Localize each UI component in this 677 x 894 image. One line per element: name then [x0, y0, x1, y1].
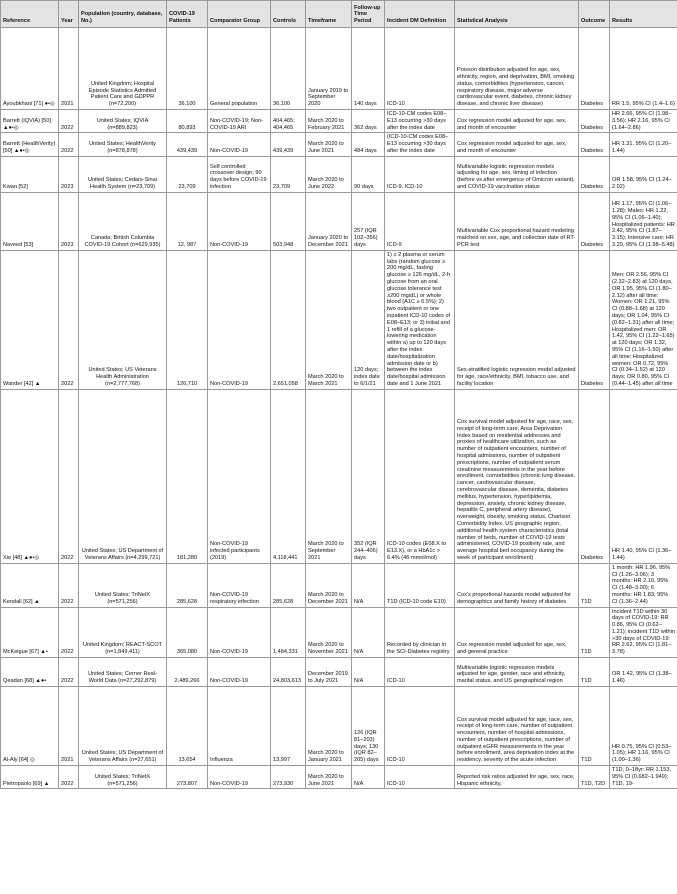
table-row [1, 133, 677, 156]
cell-follow-up: 140 days [352, 28, 385, 110]
cell-follow-up: 126 (IQR 81–203) days; 130 (IQR 82–205) days [352, 687, 385, 766]
header-follow-up: Follow-up Time Period [352, 1, 385, 28]
cell-statistical-analysis: Multivariable logistic regression models adjusted for age, gender, race and ethnicity, marital status, and US geographical region [455, 658, 579, 687]
cell-outcome: T1D [579, 687, 610, 766]
cell-year: 2022 [59, 110, 79, 133]
cell-outcome: T1D [579, 607, 610, 658]
cell-year: 2023 [59, 192, 79, 250]
cell-controls: 2,651,058 [271, 250, 306, 389]
cell-statistical-analysis: Cox regression model adjusted for age, sex, and month of encounter [455, 110, 579, 133]
cell-reference: Qeadan [68] ▲●• [1, 658, 59, 687]
cell-dm-definition: ICD-10 codes (E08.X to E13.X), or a HbA1c > 6.4% (46 mmol/mol) [385, 389, 455, 563]
cell-follow-up: N/A [352, 658, 385, 687]
cell-results: Men: OR 2.56, 95% CI (2.32–2.83) at 120 days, OR 1.95, 95% CI (1.80–2.12) after all time; Women: OR 1.21, 95% CI (0.88–1.68) at 120 days; OR 1.04, 95% CI (0.82–1.31) after all time; Hospitalized men: OR 1.42, 95% CI (1.22–1.65) at 120 days; OR 1.32, 95% CI (1.16–1.50) after all time; Hospitalized women: OR 0.72, 95% CI (0.34–1.52) at 120 days; OR 0.80, 95% CI (0.44–1.45) after all time [610, 250, 677, 389]
cell-timeframe: March 2020 to January 2021 [306, 687, 352, 766]
cell-year: 2022 [59, 133, 79, 156]
cell-results: RR 1.5, 95% CI (1.4–1.6) [610, 28, 677, 110]
cell-comparator: Non-COVID-19 [208, 192, 271, 250]
cell-year: 2021 [59, 28, 79, 110]
cell-population: United States; Cerner Real-World Data (n=27,292,879) [79, 658, 167, 687]
cell-reference: McKeigue [67] ▲• [1, 607, 59, 658]
cell-controls: 23,709 [271, 156, 306, 192]
cell-statistical-analysis: Cox survival model adjusted for age, race, sex, receipt of long-term care, number of outpatient encounters, number of hospital admissions, number of outpatient prescriptions, number of outpatient eGFR measurements in the year before enrollment, area deprivation index at the residency, severity of the acute infection [455, 687, 579, 766]
cell-reference: Barrett (IQVIA) [50] ▲●•◎ [1, 110, 59, 133]
cell-population: United States; TriNetX (n=571,256) [79, 563, 167, 607]
header-controls: Controls [271, 1, 306, 28]
cell-reference: Barrett (HealthVerity) [50] ▲●•◎ [1, 133, 59, 156]
cell-comparator: Non-COVID-19 [208, 607, 271, 658]
cell-reference: Kwan [52] [1, 156, 59, 192]
cell-comparator: Non-COVID-19 [208, 250, 271, 389]
cell-population: United Kingdom; REACT-SCOT (n=1,849,411) [79, 607, 167, 658]
cell-population: United States; HealthVerity (n=878,878) [79, 133, 167, 156]
table-row [1, 28, 677, 110]
cell-population: United States; US Department of Veterans Affairs (n=4,299,721) [79, 389, 167, 563]
cell-follow-up: N/A [352, 563, 385, 607]
header-covid-patients: COVID-19 Patients [167, 1, 208, 28]
cell-outcome: T1D [579, 563, 610, 607]
cell-year: 2021 [59, 687, 79, 766]
cell-dm-definition: 1) ≥ 2 plasma or serum labs (random glucose ≥ 200 mg/dL, fasting glucose ≥ 126 mg/dL, 2-h glucose from an oral glucose tolerance test ≥200 mg/dL) or whole blood (A1C ≥ 6.5%); 2) two outpatient or one inpatient ICD-10 codes of E08–E13; or 3) initial and 1 refill of a glucose-lowering medication within a) up to 120 days after the index date/hospitalization admission date or b) between the index date/hospital admission date and 1 June 2021 [385, 250, 455, 389]
cell-results: HR 0.75, 95% CI (0.53–1.05); HR 1.16, 95% CI (1.00–1.36) [610, 687, 677, 766]
cell-statistical-analysis: Cox's proportional hazards model adjusted for demographics and family history of diabetes [455, 563, 579, 607]
cell-covid-patients: 365,080 [167, 607, 208, 658]
table-row [1, 192, 677, 250]
cell-year: 2022 [59, 250, 79, 389]
table-row [1, 389, 677, 563]
cell-reference: Naveed [53] [1, 192, 59, 250]
cell-outcome: Diabetes [579, 389, 610, 563]
cell-statistical-analysis: Poisson distribution adjusted for age, sex, ethnicity, region, and deprivation, BMI, smoking status, comorbidities (hypertension, cancer, respiratory disease, major adverse cardiovascular event, diabetes, chronic kidney disease, and chronic liver disease) [455, 28, 579, 110]
cell-covid-patients: 23,709 [167, 156, 208, 192]
cell-covid-patients: 181,280 [167, 389, 208, 563]
cell-statistical-analysis: Multivariable Cox proportional hazard modeling matched on sex, age, and collection date of RT-PCR test [455, 192, 579, 250]
cell-dm-definition: (ICD-10-CM codes E08–E13 occurring >30 days after the index date [385, 133, 455, 156]
cell-covid-patients: 126,710 [167, 250, 208, 389]
header-timeframe: Timeframe [306, 1, 352, 28]
cell-follow-up: N/A [352, 607, 385, 658]
header-reference: Reference [1, 1, 59, 28]
cell-controls: 273,930 [271, 766, 306, 789]
cell-results: 1 month: HR 1.96, 95% CI (1.26–3.06); 3 months: HR 2.10, 95% CI (1.48–3.00); 6 months: HR 1.83, 95% CI (1.36–2.44) [610, 563, 677, 607]
cell-reference: Kendall [62] ▲ [1, 563, 59, 607]
cell-timeframe: March 2020 to November 2021 [306, 607, 352, 658]
cell-reference: Wander [42] ▲ [1, 250, 59, 389]
cell-timeframe: January 2019 to September 2020 [306, 28, 352, 110]
cell-controls: 36,100 [271, 28, 306, 110]
cell-dm-definition: ICD-10-CM codes E08–E13 occurring >30 days after the index date [385, 110, 455, 133]
cell-dm-definition: ICD-10 [385, 658, 455, 687]
cell-statistical-analysis: Cox regression model adjusted for age, sex, and general practice [455, 607, 579, 658]
cell-dm-definition: ICD-9 [385, 192, 455, 250]
cell-outcome: T1D [579, 658, 610, 687]
cell-covid-patients: 13,654 [167, 687, 208, 766]
cell-timeframe: March 2020 to March 2021 [306, 250, 352, 389]
cell-population: United States; US Department of Veterans Affairs (n=27,651) [79, 687, 167, 766]
cell-comparator: Influenza [208, 687, 271, 766]
cell-timeframe: March 2020 to June 2021 [306, 766, 352, 789]
cell-reference: Ayoubkhani [71] ●•◎ [1, 28, 59, 110]
cell-timeframe: March 2020 to February 2021 [306, 110, 352, 133]
cell-results: OR 1.42, 95% CI (1.38–1.46) [610, 658, 677, 687]
cell-dm-definition: ICD-10 [385, 28, 455, 110]
cell-comparator: Non-COVID-19 [208, 766, 271, 789]
cell-statistical-analysis: Cox survival model adjusted for age, race, sex, receipt of long-term care, Area Deprivation Index based on residential addresses and proxies of healthcare utilization, such as number of outpatient encounters, number of hospital admissions, number of outpatient prescriptions, number of outpatient serum creatinine measurements in the year before enrollment, comorbidities (chronic lung disease, cancer, cardiovascular disease, cerebrovascular disease, dementia, diabetes mellitus, hypertension, hyperlipidemia, depression, anxiety, chronic kidney disease, hepatitis C, peripheral artery disease), overweight, obesity, smoking status, Charlson Comorbidity Index, US geographic region, additional health system characteristics (total number of beds, number of COVID-19 tests administered, COVID-19 positivity rate, and average hospital bed occupancy during the week of participant enrollment) [455, 389, 579, 563]
cell-controls: 13,997 [271, 687, 306, 766]
cell-population: United States; TriNetX (n=571,256) [79, 766, 167, 789]
cell-timeframe: December 2019 to July 2021 [306, 658, 352, 687]
cell-controls: 439,439 [271, 133, 306, 156]
cell-reference: Pietropaolo [69] ▲ [1, 766, 59, 789]
cell-year: 2022 [59, 607, 79, 658]
table-row [1, 658, 677, 687]
table-row [1, 110, 677, 133]
header-statistical-analysis: Statistical Analysis [455, 1, 579, 28]
cell-comparator: General population [208, 28, 271, 110]
cell-outcome: Diabetes [579, 250, 610, 389]
cell-follow-up: 352 (IQR 244–406) days [352, 389, 385, 563]
table-row [1, 563, 677, 607]
cell-follow-up: 120 days; index date to 6/1/21 [352, 250, 385, 389]
table-row [1, 156, 677, 192]
cell-comparator: Non-COVID-19 [208, 133, 271, 156]
cell-outcome: Diabetes [579, 192, 610, 250]
cell-outcome: T1D, T2D [579, 766, 610, 789]
cell-year: 2022 [59, 389, 79, 563]
cell-reference: Al-Aly [64] ◎ [1, 687, 59, 766]
cell-controls: 4,118,441 [271, 389, 306, 563]
cell-comparator: Non-COVID-19 [208, 658, 271, 687]
cell-year: 2022 [59, 658, 79, 687]
cell-population: United States; Cedars-Sinai Health System (n=23,709) [79, 156, 167, 192]
cell-population: United States; US Veterans Health Administration (n=2,777,768) [79, 250, 167, 389]
cell-covid-patients: 273,807 [167, 766, 208, 789]
cell-results: T1D, 0–18yr: RR 1.153, 95% CI (0.682–1.949); T1D, 19- [610, 766, 677, 789]
cell-covid-patients: 439,439 [167, 133, 208, 156]
cell-population: Canada; British Columbia COVID-19 Cohort (n=629,935) [79, 192, 167, 250]
cell-comparator: Self controlled crossover design; 90 days before COVID-19 infection [208, 156, 271, 192]
cell-controls: 1,484,331 [271, 607, 306, 658]
cell-results: HR 1.31, 95% CI (1.20–1.44) [610, 133, 677, 156]
cell-outcome: Diabetes [579, 28, 610, 110]
cell-follow-up: 362 days [352, 110, 385, 133]
cell-year: 2022 [59, 563, 79, 607]
cell-controls: 24,803,613 [271, 658, 306, 687]
cell-population: United Kingdom; Hospital Episode Statistics Admitted Patient Care and GDPPR (n=72,200) [79, 28, 167, 110]
cell-dm-definition: ICD-9, ICD-10 [385, 156, 455, 192]
cell-covid-patients: 2,489,266 [167, 658, 208, 687]
table-row [1, 687, 677, 766]
cell-follow-up: 257 (IQR 102–356) days [352, 192, 385, 250]
cell-timeframe: March 2020 to September 2021 [306, 389, 352, 563]
table-row [1, 607, 677, 658]
cell-statistical-analysis: Reported risk ratios adjusted for age, sex, race, Hispanic ethnicity, [455, 766, 579, 789]
cell-dm-definition: Recorded by clinician in the SCI-Diabetes registry [385, 607, 455, 658]
cell-statistical-analysis: Multivariable logistic regression models adjusting for age, sex, timing of infection (before vs after emergence of Omicron variant), and COVID-19 vaccination status [455, 156, 579, 192]
cell-population: United States; IQVIA (n=889,823) [79, 110, 167, 133]
cell-results: HR 1.17, 95% CI (1.06–1.28); Males: HR 1.22, 95% CI (1.06–1.40); Hospitalized patients: HR 2.42, 95% CI (1.87–3.15); Intensive care: HR 3.29, 95% CI (1.98–5.48) [610, 192, 677, 250]
header-incident-dm-definition: Incident DM Definition [385, 1, 455, 28]
cell-outcome: Diabetes [579, 156, 610, 192]
table-row [1, 250, 677, 389]
cell-results: Incident T1D within 30 days of COVID-19: RR 0.86, 95% CI (0.62–1.21); incident T1D within >30 days of COVID-19: RR 2.62, 95% CI (1.81–3.78) [610, 607, 677, 658]
header-row [1, 1, 677, 28]
cell-timeframe: March 2020 to June 2022 [306, 156, 352, 192]
cell-covid-patients: 80,893 [167, 110, 208, 133]
header-population: Population (country, database, No.) [79, 1, 167, 28]
cell-covid-patients: 12, 987 [167, 192, 208, 250]
cell-dm-definition: ICD-10 [385, 766, 455, 789]
cell-results: OR 1.58, 95% CI (1.24–2.02) [610, 156, 677, 192]
cell-timeframe: March 2020 to December 2021 [306, 563, 352, 607]
cell-dm-definition: ICD-10 [385, 687, 455, 766]
cell-controls: 285,628 [271, 563, 306, 607]
cell-outcome: Diabetes [579, 133, 610, 156]
cell-covid-patients: 36,100 [167, 28, 208, 110]
table-row [1, 766, 677, 789]
cell-comparator: Non-COVID-19; Non-COVID-19 ARI [208, 110, 271, 133]
header-outcome: Outcome [579, 1, 610, 28]
cell-results: HR 1.40, 95% CI (1.36–1.44) [610, 389, 677, 563]
header-results: Results [610, 1, 677, 28]
cell-controls: 503,948 [271, 192, 306, 250]
header-comparator-group: Comparator Group [208, 1, 271, 28]
cell-follow-up: 90 days [352, 156, 385, 192]
cell-year: 2022 [59, 766, 79, 789]
cell-timeframe: March 2020 to June 2021 [306, 133, 352, 156]
cell-comparator: Non-COVID-19 respiratory infection [208, 563, 271, 607]
header-year: Year [59, 1, 79, 28]
cell-reference: Xie [48] ▲●•◎ [1, 389, 59, 563]
cell-covid-patients: 285,628 [167, 563, 208, 607]
cell-statistical-analysis: Sex-stratified logistic regression model adjusted for age, race/ethnicity, BMI, tobacco use, and facility location [455, 250, 579, 389]
cell-comparator: Non-COVID-19 infected participants (2019) [208, 389, 271, 563]
cell-dm-definition: T1D (ICD-10 code E10) [385, 563, 455, 607]
cell-results: HR 2.66, 95% CI (1.98–3.56); HR 2.16, 95% CI (1.64–2.86) [610, 110, 677, 133]
cell-controls: 404,465; 404,465 [271, 110, 306, 133]
cell-follow-up: 484 days [352, 133, 385, 156]
cell-outcome: Diabetes [579, 110, 610, 133]
cell-follow-up: N/A [352, 766, 385, 789]
cell-statistical-analysis: Cox regression model adjusted for age, sex, and month of encounter [455, 133, 579, 156]
cell-timeframe: January 2020 to December 2021 [306, 192, 352, 250]
cell-year: 2023 [59, 156, 79, 192]
